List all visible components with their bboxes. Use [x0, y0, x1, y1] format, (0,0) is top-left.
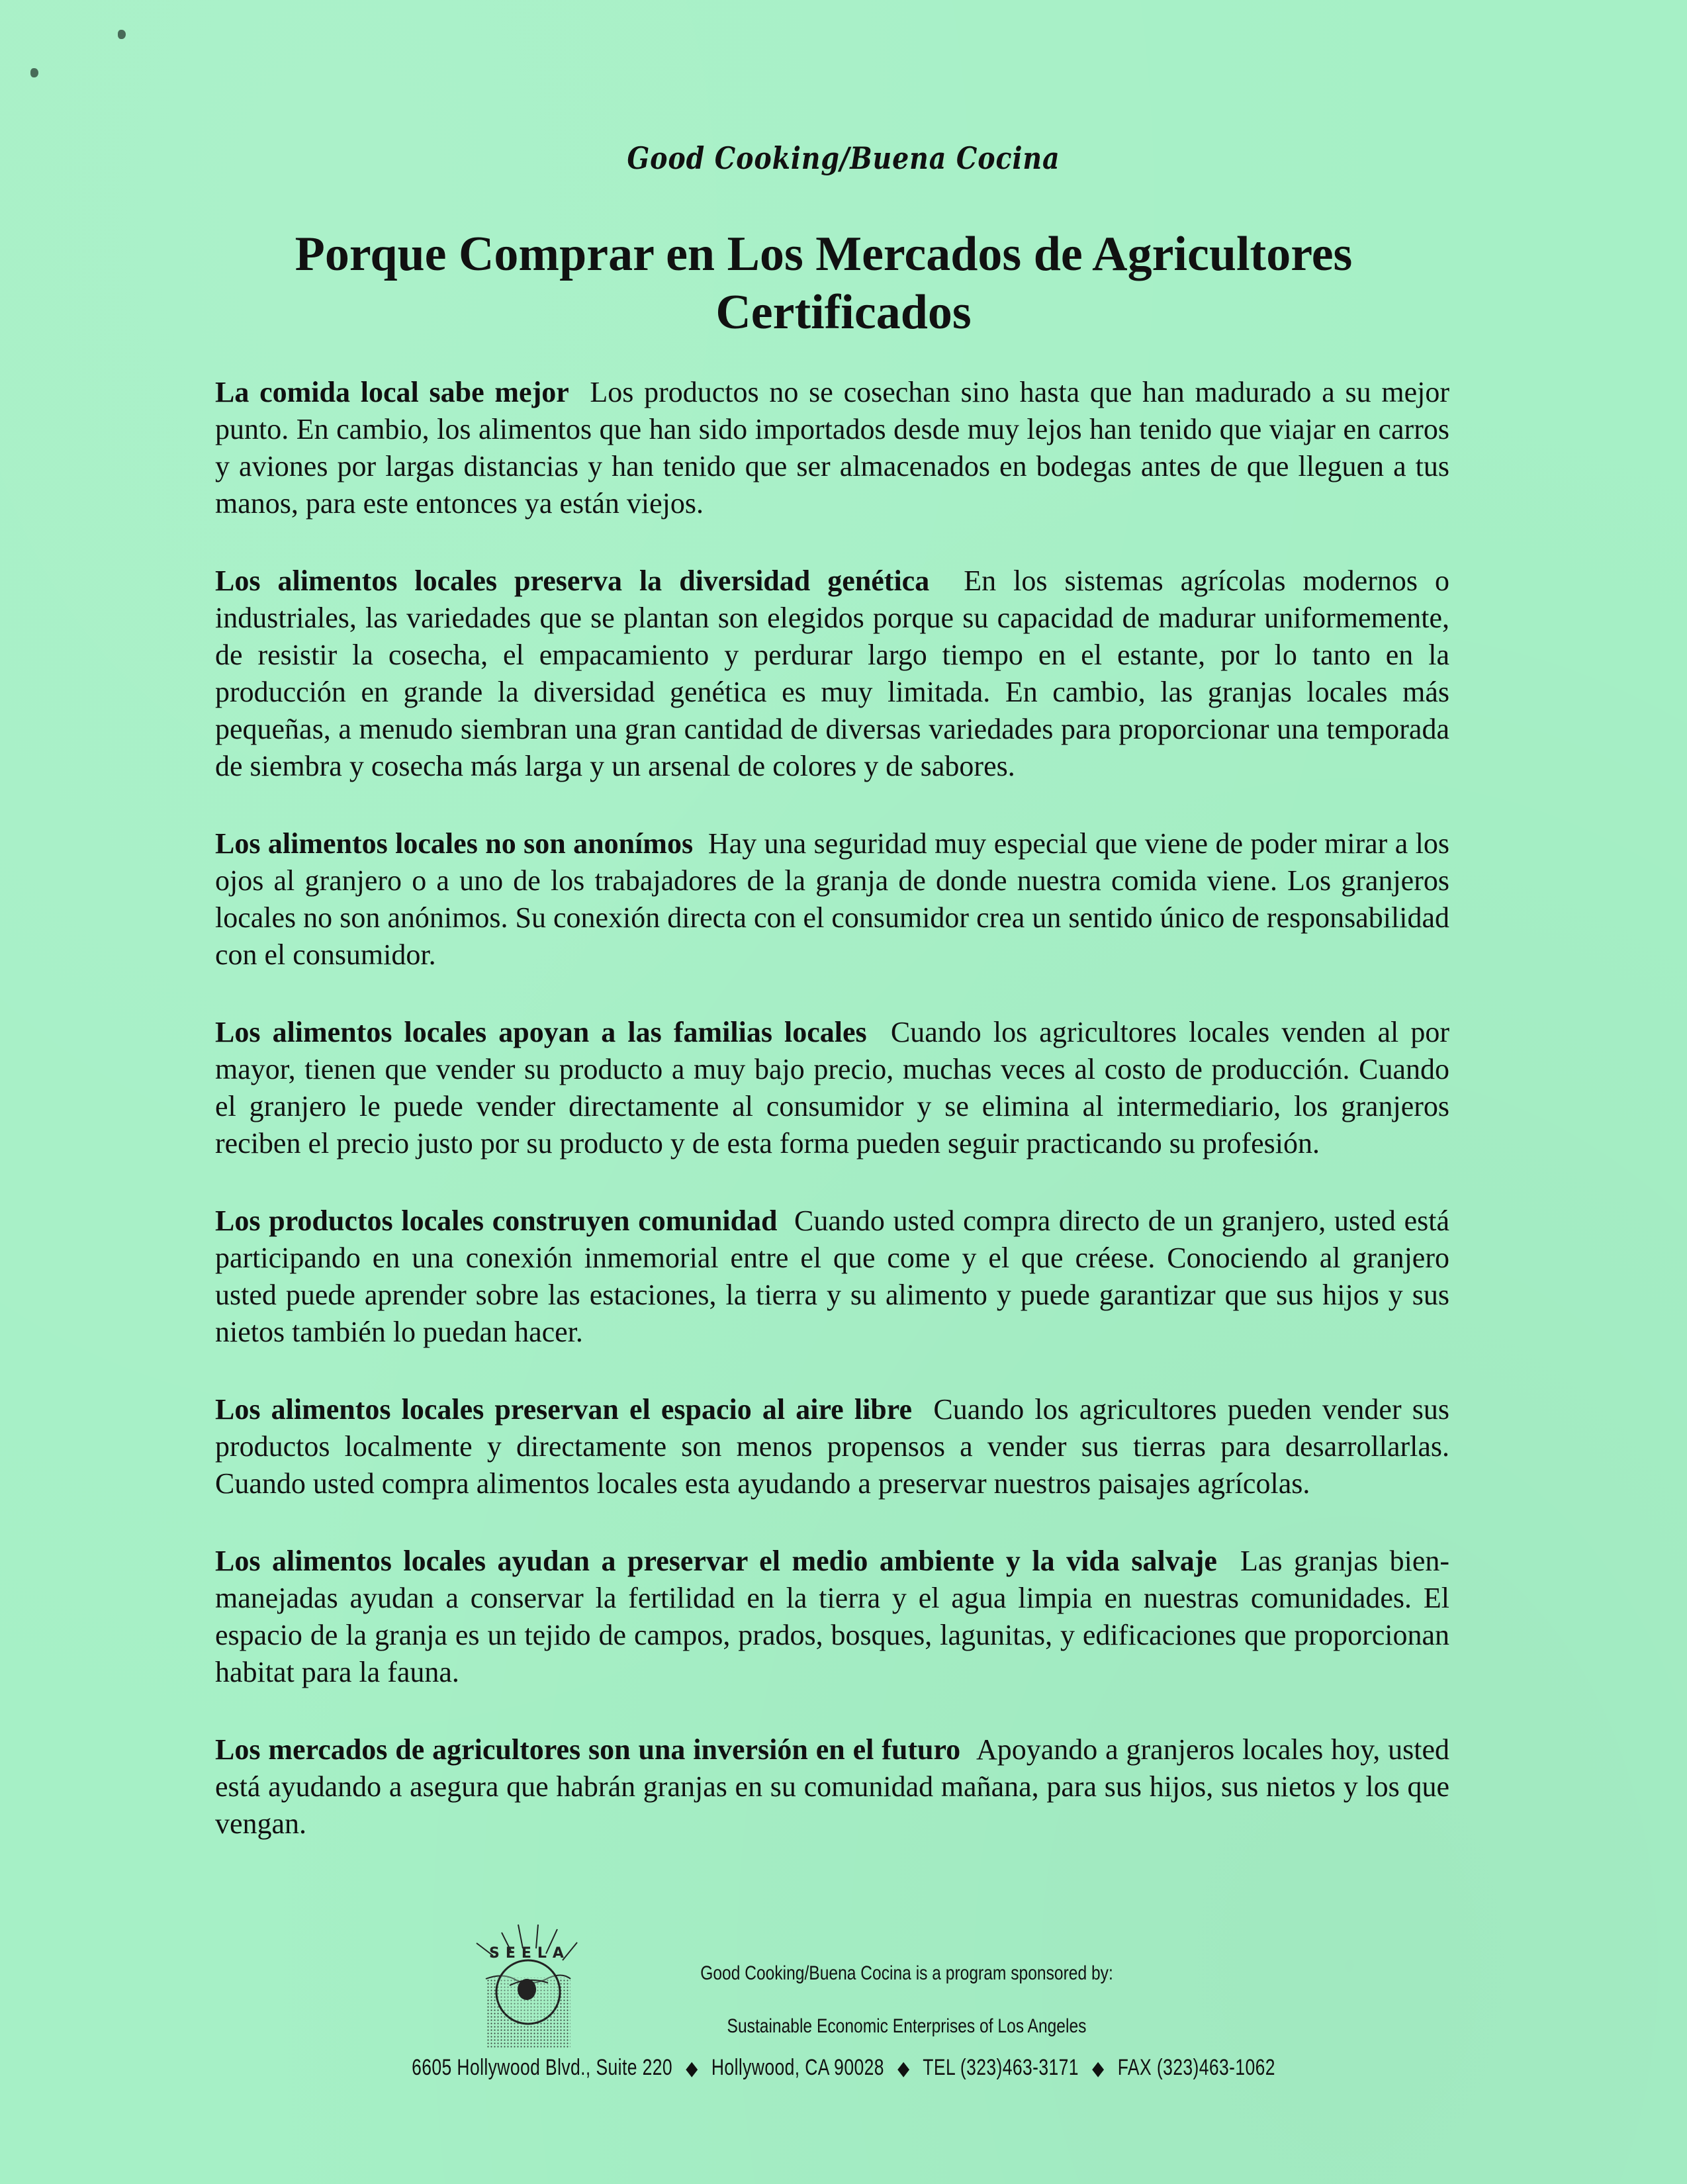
- diamond-separator-icon: ◆: [686, 2058, 698, 2079]
- paragraph-heading: Los alimentos locales no son anonímos: [215, 827, 694, 860]
- footer-phone: TEL (323)463-3171: [923, 2055, 1079, 2080]
- paragraph-environment: [215, 1543, 1449, 1691]
- paragraph-taste: [215, 374, 1449, 522]
- document-body: [215, 374, 1449, 1883]
- diamond-separator-icon: ◆: [1092, 2058, 1105, 2079]
- sponsor-text: [690, 1947, 1124, 2053]
- paragraph-open-space: [215, 1391, 1449, 1502]
- punch-mark: [30, 68, 38, 77]
- footer-fax: FAX (323)463-1062: [1117, 2055, 1275, 2080]
- paragraph-heading: Los mercados de agricultores son una inversión en el futuro: [215, 1733, 961, 1766]
- paragraph-heading: Los alimentos locales preservan el espacio al aire libre: [215, 1393, 913, 1426]
- paragraph-text: Hay una seguridad muy especial que viene de poder mirar a los ojos al granjero o a uno de los trabajadores de la granja de donde nuestra comida viene. Los granjeros locales no son anónimos. Su conexión directa con el consumidor crea un sentido único de responsabilidad con el consumidor.: [215, 827, 1450, 971]
- punch-mark: [118, 30, 126, 39]
- sponsor-block: [463, 1919, 1191, 2038]
- paragraph-heading: Los alimentos locales ayudan a preservar el medio ambiente y la vida salvaje: [215, 1545, 1217, 1577]
- paragraph-text: En los sistemas agrícolas modernos o industriales, las variedades que se plantan son elegidos porque su capacidad de madurar uniformemente, de resistir la cosecha, el empacamiento y perdurar largo tiempo en el estante, por lo tanto en la producción en grande la diversidad genética es muy limitada. En cambio, las granjas locales más pequeñas, a menudo siembran una gran cantidad de diversas variedades para proporcionar una temporada de siembra y cosecha más larga y un arsenal de colores y de sabores.: [215, 565, 1450, 782]
- paragraph-text: Cuando los agricultores locales venden al por mayor, tienen que vender su producto a muy bajo precio, muchas veces al costo de producción. Cuando el granjero le puede vender directamente al consumidor y se elimina al intermediario, los granjeros reciben el precio justo por su producto y de esta forma pueden seguir practicando su profesión.: [215, 1016, 1450, 1160]
- brand-heading: Good Cooking/Buena Cocina: [627, 140, 1060, 176]
- page-title: [0, 225, 1687, 341]
- sponsor-organization: Sustainable Economic Enterprises of Los Angeles: [727, 2015, 1087, 2037]
- paragraph-text: Apoyando a granjeros locales hoy, usted está ayudando a asegura que habrán granjas en su comunidad mañana, para sus hijos, sus nietos y los que vengan.: [215, 1733, 1450, 1840]
- title-line-2: Certificados: [715, 285, 972, 340]
- contact-footer: [185, 2055, 1501, 2081]
- paragraph-text: Las granjas bien-manejadas ayudan a conservar la fertilidad en la tierra y el agua limpia en nuestras comunidades. El espacio de la granja es un tejido de campos, prados, bosques, lagunitas, y edificaciones que proporcionan habitat para la fauna.: [215, 1545, 1450, 1688]
- paragraph-heading: La comida local sabe mejor: [215, 376, 569, 408]
- paragraph-anonymous: [215, 825, 1449, 974]
- paragraph-heading: Los productos locales construyen comunidad: [215, 1205, 778, 1237]
- paragraph-heading: Los alimentos locales preserva la diversidad genética: [215, 565, 930, 597]
- paragraph-future: [215, 1731, 1449, 1843]
- paragraph-community: [215, 1203, 1449, 1351]
- footer-city: Hollywood, CA 90028: [711, 2055, 884, 2080]
- logo-lettering: SEELA: [489, 1945, 570, 1962]
- sponsor-line-1: Good Cooking/Buena Cocina is a program sponsored by:: [700, 1962, 1113, 1984]
- paragraph-text: Los productos no se cosechan sino hasta que han madurado a su mejor punto. En cambio, los alimentos que han sido importados desde muy lejos han tenido que viajar en carros y aviones por largas distancias y han tenido que ser almacenados en bodegas antes de que lleguen a tus manos, para este entonces ya están viejos.: [215, 376, 1450, 520]
- paragraph-heading: Los alimentos locales apoyan a las familias locales: [215, 1016, 867, 1048]
- seela-logo-icon: [463, 1919, 596, 2052]
- paragraph-diversity: [215, 563, 1449, 785]
- paragraph-text: Cuando los agricultores pueden vender sus productos localmente y directamente son menos propensos a vender sus tierras para desarrollarlas. Cuando usted compra alimentos locales esta ayudando a preservar nuestros paisajes agrícolas.: [215, 1393, 1449, 1500]
- diamond-separator-icon: ◆: [897, 2058, 910, 2079]
- paragraph-text: Cuando usted compra directo de un granjero, usted está participando en una conexión inmemorial entre el que come y el que créese. Conociendo al granjero usted puede aprender sobre las estaciones, la tierra y su alimento y puede garantizar que sus hijos y sus nietos también lo puedan hacer.: [215, 1205, 1450, 1348]
- footer-address: 6605 Hollywood Blvd., Suite 220: [412, 2055, 673, 2080]
- title-line-1: Porque Comprar en Los Mercados de Agricultores: [295, 227, 1353, 281]
- paragraph-families: [215, 1014, 1449, 1162]
